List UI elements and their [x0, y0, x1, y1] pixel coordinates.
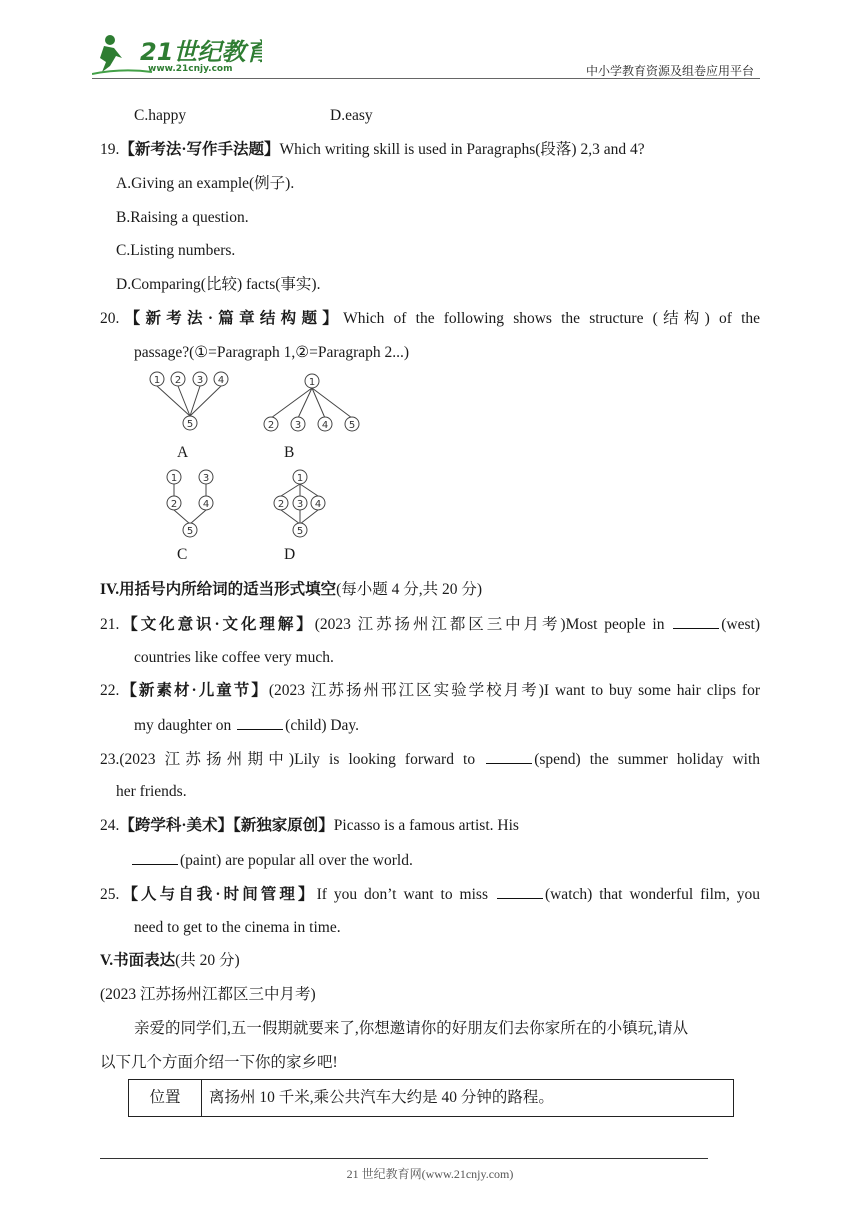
- q19-text: Which writing skill is used in Paragraphs(段落) 2,3 and 4?: [279, 141, 645, 158]
- svg-text:3: 3: [294, 420, 302, 431]
- section-4-score: (每小题 4 分,共 20 分): [336, 581, 483, 598]
- q19-option-d: D.Comparing(比较) facts(事实).: [116, 276, 321, 293]
- q25-blank[interactable]: [497, 884, 543, 899]
- section-5-title: V.书面表达: [100, 952, 176, 969]
- svg-text:4: 4: [217, 375, 225, 386]
- q21-number: 21.: [100, 616, 120, 633]
- section-4-heading: [100, 580, 482, 600]
- section-5-prompt-line2: 以下几个方面介绍一下你的家乡吧!: [100, 1054, 338, 1071]
- svg-text:1: 1: [296, 473, 304, 484]
- q23-blank[interactable]: [486, 749, 532, 764]
- q22-hint: (child) Day.: [285, 717, 360, 734]
- svg-text:5: 5: [186, 419, 194, 430]
- svg-text:2: 2: [170, 499, 178, 510]
- q19-option-b: B.Raising a question.: [116, 209, 249, 226]
- question-19: [100, 140, 645, 160]
- question-25: [100, 884, 760, 905]
- q25-line2: need to get to the cinema in time.: [134, 919, 341, 936]
- svg-text:1: 1: [153, 375, 161, 386]
- svg-text:1: 1: [308, 377, 316, 388]
- svg-text:5: 5: [186, 526, 194, 537]
- q20-number: 20.: [100, 310, 120, 327]
- section-4-title: IV.用括号内所给词的适当形式填空: [100, 581, 337, 598]
- diagram-label-c: C: [177, 546, 188, 563]
- q22-line2: [134, 715, 359, 736]
- q22-tag: 【新素材·儿童节】: [119, 682, 269, 699]
- q24-line2: [132, 850, 413, 871]
- q24-number: 24.: [100, 817, 120, 834]
- q19-option-a: A.Giving an example(例子).: [116, 175, 295, 192]
- q25-hint: (watch) that wonderful film, you: [544, 886, 761, 903]
- q23-text: 23.(2023 江苏扬州期中)Lily is looking forward to: [100, 751, 476, 768]
- q21-blank[interactable]: [673, 614, 719, 629]
- svg-text:1: 1: [170, 473, 178, 484]
- svg-text:4: 4: [321, 420, 329, 431]
- q22-blank[interactable]: [237, 715, 283, 730]
- q20-tag: 【新考法·篇章结构题】: [119, 310, 344, 327]
- q22-number: 22.: [100, 682, 120, 699]
- header-divider: [92, 78, 760, 79]
- svg-text:5: 5: [348, 420, 356, 431]
- section-5-score: (共 20 分): [175, 952, 240, 969]
- diagram-label-b: B: [284, 444, 295, 461]
- table-value-location: 离扬州 10 千米,乘公共汽车大约是 40 分钟的路程。: [209, 1089, 554, 1106]
- question-22: [100, 681, 760, 701]
- diagram-label-d: D: [284, 546, 296, 563]
- footer-text: 21 世纪教育网(www.21cnjy.com): [346, 1167, 514, 1181]
- hometown-info-table: [128, 1079, 734, 1117]
- question-24: [100, 816, 519, 836]
- q21-text: (2023 江苏扬州江都区三中月考)Most people in: [314, 616, 665, 633]
- q25-number: 25.: [100, 886, 120, 903]
- q24-hint: (paint) are popular all over the world.: [180, 852, 413, 869]
- q22-text-before: my daughter on: [134, 717, 232, 734]
- diagram-label-a: A: [177, 444, 189, 461]
- site-logo: [92, 32, 262, 78]
- structure-diagram-d: [268, 466, 332, 542]
- q19-option-c: C.Listing numbers.: [116, 242, 236, 259]
- question-23: [100, 749, 760, 770]
- q23-hint: (spend) the summer holiday with: [534, 751, 760, 768]
- svg-text:2: 2: [267, 420, 275, 431]
- svg-text:3: 3: [196, 375, 204, 386]
- q20-text-line1: Which of the following shows the structure (结构) of the: [343, 310, 761, 327]
- q25-text: If you don’t want to miss: [316, 886, 488, 903]
- svg-text:2: 2: [174, 375, 182, 386]
- q20-text-line2: passage?(①=Paragraph 1,②=Paragraph 2...): [134, 344, 410, 361]
- q19-tag: 【新考法·写作手法题】: [119, 141, 280, 158]
- svg-text:3: 3: [296, 499, 304, 510]
- svg-text:3: 3: [202, 473, 210, 484]
- q24-blank[interactable]: [132, 850, 178, 865]
- section-5-source: (2023 江苏扬州江都区三中月考): [100, 986, 316, 1003]
- question-20: [100, 309, 760, 329]
- q22-text: (2023 江苏扬州邗江区实验学校月考)I want to buy some hair clips for: [268, 682, 760, 699]
- section-5-heading: [100, 951, 240, 971]
- q24-tag: 【跨学科·美术】【新独家原创】: [119, 817, 334, 834]
- svg-text:5: 5: [296, 526, 304, 537]
- svg-text:4: 4: [314, 499, 322, 510]
- q18-option-c: C.happy: [134, 107, 187, 124]
- q19-number: 19.: [100, 141, 120, 158]
- svg-text:21世纪教育: 21世纪教育: [140, 38, 262, 66]
- q25-tag: 【人与自我·时间管理】: [119, 886, 317, 903]
- svg-text:2: 2: [277, 499, 285, 510]
- logo-url: www.21cnjy.com: [148, 64, 233, 74]
- svg-text:4: 4: [202, 499, 210, 510]
- question-21: [100, 614, 760, 635]
- structure-diagram-a: [146, 368, 236, 434]
- q23-line2: her friends.: [116, 783, 187, 800]
- section-5-prompt-line1: 亲爱的同学们,五一假期就要来了,你想邀请你的好朋友们去你家所在的小镇玩,请从: [134, 1020, 689, 1037]
- q18-option-d: D.easy: [330, 107, 373, 124]
- structure-diagram-c: [160, 466, 226, 542]
- q21-tag: 【文化意识·文化理解】: [119, 616, 315, 633]
- q24-text: Picasso is a famous artist. His: [333, 817, 519, 834]
- footer-divider: [100, 1158, 708, 1159]
- q21-hint: (west): [721, 616, 761, 633]
- header-tagline: 中小学教育资源及组卷应用平台: [585, 64, 754, 78]
- table-label-location: 位置: [129, 1080, 202, 1116]
- structure-diagram-b: [258, 370, 366, 434]
- q21-line2: countries like coffee very much.: [134, 649, 334, 666]
